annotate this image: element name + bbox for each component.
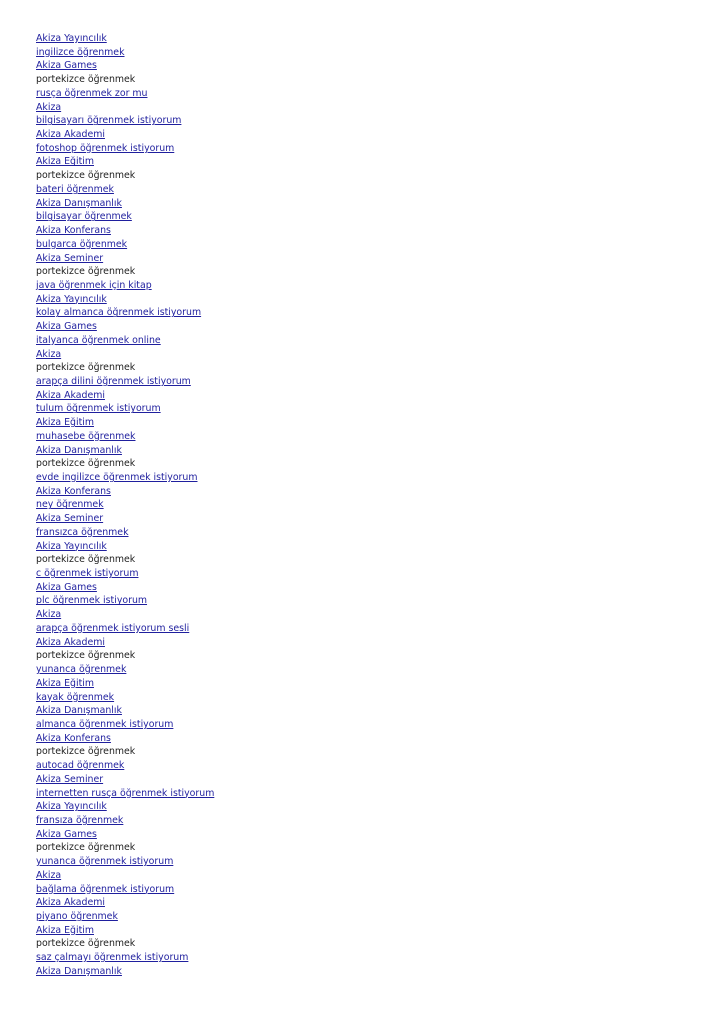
list-item[interactable]	[36, 951, 696, 965]
text-link[interactable]: bağlama öğrenmek istiyorum	[36, 883, 175, 895]
list-item[interactable]	[36, 114, 696, 128]
plain-text: portekizce öğrenmek	[36, 362, 136, 374]
text-link[interactable]: Akiza Yayıncılık	[36, 33, 107, 44]
list-item[interactable]	[36, 471, 696, 485]
list-item[interactable]	[36, 128, 696, 142]
list-item	[36, 649, 696, 663]
text-link[interactable]: Akiza Games	[36, 321, 97, 333]
list-item[interactable]	[36, 224, 696, 238]
text-link[interactable]: Akiza Games	[36, 60, 97, 72]
text-link[interactable]: bilgisayar öğrenmek	[36, 211, 132, 223]
text-link[interactable]: yunanca öğrenmek istiyorum	[36, 856, 174, 868]
text-link[interactable]: plc öğrenmek istiyorum	[36, 595, 148, 607]
list-item[interactable]	[36, 279, 696, 293]
list-item[interactable]	[36, 32, 696, 46]
list-item[interactable]	[36, 622, 696, 636]
document-page	[36, 32, 696, 979]
list-item[interactable]	[36, 512, 696, 526]
text-link[interactable]: italyanca öğrenmek online	[36, 334, 161, 346]
list-item[interactable]	[36, 142, 696, 156]
list-item	[36, 841, 696, 855]
text-link[interactable]: arapça öğrenmek istiyorum sesli	[36, 622, 190, 634]
text-link[interactable]: kayak öğrenmek	[36, 691, 115, 703]
list-item	[36, 169, 696, 183]
text-link[interactable]: Akiza Danışmanlık	[36, 965, 122, 977]
list-item[interactable]	[36, 855, 696, 869]
list-item[interactable]	[36, 636, 696, 650]
text-link[interactable]: fransızca öğrenmek	[36, 526, 129, 538]
text-link[interactable]: Akiza Eğitim	[36, 417, 94, 429]
text-link[interactable]: Akiza Konferans	[36, 485, 111, 497]
list-item[interactable]	[36, 375, 696, 389]
list-item[interactable]	[36, 155, 696, 169]
text-link[interactable]: Akiza	[36, 101, 62, 113]
list-item[interactable]	[36, 498, 696, 512]
text-link[interactable]: bateri öğrenmek	[36, 183, 114, 195]
list-item[interactable]	[36, 46, 696, 60]
list-item[interactable]	[36, 101, 696, 115]
text-link[interactable]: Akiza Danışmanlık	[36, 197, 122, 209]
list-item[interactable]	[36, 567, 696, 581]
text-link[interactable]: autocad öğrenmek	[36, 760, 125, 772]
text-link[interactable]: Akiza Danışmanlık	[36, 444, 122, 456]
text-link[interactable]: Akiza Games	[36, 828, 97, 840]
list-item[interactable]	[36, 306, 696, 320]
list-item[interactable]	[36, 883, 696, 897]
text-link[interactable]: Akiza Games	[36, 581, 97, 593]
list-item[interactable]	[36, 924, 696, 938]
plain-text: portekizce öğrenmek	[36, 458, 136, 470]
text-link[interactable]: piyano öğrenmek	[36, 911, 118, 922]
list-item[interactable]	[36, 896, 696, 910]
plain-text: portekizce öğrenmek	[36, 74, 136, 86]
list-item[interactable]	[36, 828, 696, 842]
text-link[interactable]: Akiza Akademi	[36, 389, 105, 401]
list-item[interactable]	[36, 238, 696, 252]
plain-text: portekizce öğrenmek	[36, 554, 136, 566]
text-link[interactable]: Akiza Yayıncılık	[36, 293, 107, 305]
list-item[interactable]	[36, 691, 696, 705]
text-link[interactable]: Akiza Eğitim	[36, 924, 94, 936]
text-link[interactable]: ingilizce öğrenmek	[36, 46, 125, 58]
list-item[interactable]	[36, 334, 696, 348]
text-link[interactable]: Akiza	[36, 609, 62, 621]
list-item	[36, 553, 696, 567]
list-item[interactable]	[36, 787, 696, 801]
list-item	[36, 265, 696, 279]
text-link[interactable]: Akiza Akademi	[36, 897, 105, 909]
text-link[interactable]: c öğrenmek istiyorum	[36, 568, 139, 580]
list-item[interactable]	[36, 59, 696, 73]
text-link[interactable]: Akiza Akademi	[36, 129, 105, 141]
list-item[interactable]	[36, 773, 696, 787]
list-item	[36, 745, 696, 759]
list-item[interactable]	[36, 252, 696, 266]
plain-text: portekizce öğrenmek	[36, 746, 136, 758]
plain-text: portekizce öğrenmek	[36, 938, 136, 950]
text-link[interactable]: Akiza Seminer	[36, 773, 104, 785]
text-link[interactable]: rusça öğrenmek zor mu	[36, 87, 148, 99]
plain-text: portekizce öğrenmek	[36, 842, 136, 854]
text-link[interactable]: Akiza Eğitim	[36, 156, 94, 168]
plain-text: portekizce öğrenmek	[36, 266, 136, 278]
text-link[interactable]: Akiza Yayıncılık	[36, 801, 107, 813]
text-link[interactable]: Akiza Konferans	[36, 225, 111, 237]
plain-text: portekizce öğrenmek	[36, 170, 136, 182]
text-link[interactable]: java öğrenmek için kitap	[36, 279, 152, 291]
text-link[interactable]: bilgisayarı öğrenmek istiyorum	[36, 115, 182, 127]
list-item[interactable]	[36, 320, 696, 334]
list-item	[36, 73, 696, 87]
list-item[interactable]	[36, 210, 696, 224]
list-item[interactable]	[36, 677, 696, 691]
list-item	[36, 937, 696, 951]
list-item[interactable]	[36, 594, 696, 608]
list-item[interactable]	[36, 416, 696, 430]
text-link[interactable]: yunanca öğrenmek	[36, 664, 127, 676]
list-item[interactable]	[36, 869, 696, 883]
text-link[interactable]: Akiza Konferans	[36, 732, 111, 744]
list-item	[36, 361, 696, 375]
list-item[interactable]	[36, 389, 696, 403]
list-item[interactable]	[36, 718, 696, 732]
list-item[interactable]	[36, 526, 696, 540]
list-item[interactable]	[36, 444, 696, 458]
list-item[interactable]	[36, 581, 696, 595]
list-item[interactable]	[36, 910, 696, 924]
text-link[interactable]: arapça dilini öğrenmek istiyorum	[36, 375, 191, 387]
list-item	[36, 457, 696, 471]
text-link[interactable]: ney öğrenmek	[36, 499, 104, 511]
text-link[interactable]: kolay almanca öğrenmek istiyorum	[36, 307, 202, 319]
list-item[interactable]	[36, 293, 696, 307]
list-item[interactable]	[36, 608, 696, 622]
text-link[interactable]: fransıza öğrenmek	[36, 814, 124, 826]
list-item[interactable]	[36, 430, 696, 444]
list-item[interactable]	[36, 87, 696, 101]
text-link[interactable]: Akiza Akademi	[36, 636, 105, 648]
list-item[interactable]	[36, 814, 696, 828]
list-item[interactable]	[36, 540, 696, 554]
list-item[interactable]	[36, 197, 696, 211]
list-item[interactable]	[36, 402, 696, 416]
list-item[interactable]	[36, 732, 696, 746]
text-link[interactable]: bulgarca öğrenmek	[36, 238, 128, 250]
text-link[interactable]: muhasebe öğrenmek	[36, 430, 136, 442]
text-link[interactable]: Akiza Danışmanlık	[36, 705, 122, 717]
text-link[interactable]: Akiza Seminer	[36, 252, 104, 264]
list-item[interactable]	[36, 485, 696, 499]
text-link[interactable]: tulum öğrenmek istiyorum	[36, 403, 161, 415]
text-link[interactable]: Akiza Eğitim	[36, 677, 94, 689]
list-item[interactable]	[36, 704, 696, 718]
plain-text: portekizce öğrenmek	[36, 650, 136, 662]
text-link[interactable]: fotoshop öğrenmek istiyorum	[36, 142, 175, 154]
list-item[interactable]	[36, 800, 696, 814]
list-item[interactable]	[36, 348, 696, 362]
text-link[interactable]: Akiza	[36, 348, 62, 360]
text-link[interactable]: almanca öğrenmek istiyorum	[36, 718, 174, 730]
text-link[interactable]: Akiza Seminer	[36, 513, 104, 525]
list-item[interactable]	[36, 759, 696, 773]
text-link[interactable]: evde ingilizce öğrenmek istiyorum	[36, 472, 198, 483]
list-item[interactable]	[36, 183, 696, 197]
text-link[interactable]: Akiza	[36, 869, 62, 881]
list-item[interactable]	[36, 965, 696, 979]
text-link[interactable]: internetten rusça öğrenmek istiyorum	[36, 787, 215, 799]
text-link[interactable]: Akiza Yayıncılık	[36, 540, 107, 552]
list-item[interactable]	[36, 663, 696, 677]
text-link[interactable]: saz çalmayı öğrenmek istiyorum	[36, 952, 189, 964]
